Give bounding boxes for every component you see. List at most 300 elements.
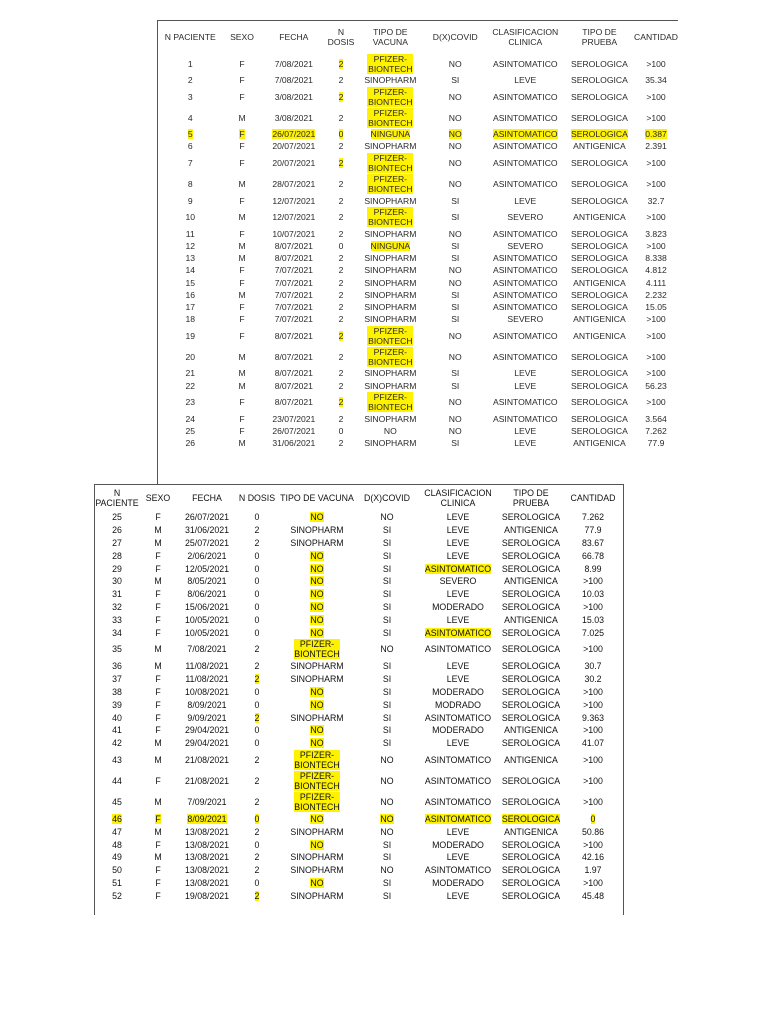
cell-value: 7/07/2021 xyxy=(274,277,313,288)
cell-value: SEROLOGICA xyxy=(571,179,628,190)
cell-patient-number xyxy=(158,128,223,140)
cell-covid-dx xyxy=(425,277,486,289)
cell-date xyxy=(177,660,237,673)
cell-value: PFIZER-BIONTECH xyxy=(294,792,340,813)
cell-value: ANTIGENICA xyxy=(504,614,558,625)
cell-vaccine-type xyxy=(356,301,425,313)
cell-value: LEVE xyxy=(446,852,470,863)
cell-value: 11/08/2021 xyxy=(185,674,229,685)
cell-doses xyxy=(326,392,356,413)
cell-patient-number xyxy=(158,153,223,174)
cell-value: 8/07/2021 xyxy=(274,380,313,391)
cell-value: SINOPHARM xyxy=(364,289,417,300)
cell-test-type xyxy=(565,264,634,276)
cell-value: NO xyxy=(380,512,394,523)
cell-value: 8 xyxy=(187,179,193,190)
cell-vaccine-type xyxy=(356,264,425,276)
cell-value: LEVE xyxy=(446,890,470,901)
cell-vaccine-type xyxy=(356,140,425,152)
cell-date xyxy=(177,711,237,724)
cell-value: SEROLOGICA xyxy=(571,368,628,379)
cell-value: NINGUNA xyxy=(370,241,411,252)
cell-doses xyxy=(326,264,356,276)
table-row xyxy=(158,228,678,240)
cell-value: 2 xyxy=(254,674,260,685)
cell-value: 25 xyxy=(112,512,122,523)
cell-value: SEROLOGICA xyxy=(501,797,561,808)
cell-value: SINOPHARM xyxy=(364,75,417,86)
cell-value: ASINTOMATICO xyxy=(492,179,558,190)
cell-value: SI xyxy=(382,563,392,574)
cell-sex xyxy=(223,437,262,449)
cell-sex xyxy=(139,549,177,562)
cell-value: 13 xyxy=(185,253,196,264)
cell-value: SI xyxy=(382,890,392,901)
cell-test-type xyxy=(565,413,634,425)
cell-covid-dx xyxy=(357,698,417,711)
cell-quantity xyxy=(563,813,623,826)
cell-date xyxy=(177,737,237,750)
cell-sex xyxy=(223,264,262,276)
cell-patient-number xyxy=(95,889,139,902)
cell-date xyxy=(177,698,237,711)
cell-value: SEROLOGICA xyxy=(501,865,561,876)
cell-value: >100 xyxy=(583,797,603,808)
cell-patient-number xyxy=(158,86,223,107)
cell-value: 10 xyxy=(185,212,196,223)
cell-quantity xyxy=(563,588,623,601)
cell-clinical-class xyxy=(417,864,499,877)
cell-patient-number xyxy=(95,851,139,864)
cell-sex xyxy=(223,379,262,391)
cell-value: ANTIGENICA xyxy=(504,525,558,536)
cell-covid-dx xyxy=(425,413,486,425)
cell-vaccine-type xyxy=(277,613,357,626)
cell-value: SEROLOGICA xyxy=(501,601,561,612)
cell-value: 8/07/2021 xyxy=(274,253,313,264)
cell-value: SINOPHARM xyxy=(364,195,417,206)
cell-value: SI xyxy=(451,195,460,206)
cell-value: SEROLOGICA xyxy=(571,241,628,252)
cell-vaccine-type xyxy=(356,195,425,207)
cell-value: M xyxy=(238,380,246,391)
cell-value: NO xyxy=(310,839,324,850)
cell-value: M xyxy=(154,644,162,655)
cell-date xyxy=(262,153,327,174)
cell-value: 52 xyxy=(112,890,122,901)
cell-value: 12 xyxy=(185,241,196,252)
cell-doses xyxy=(237,864,277,877)
cell-doses xyxy=(237,851,277,864)
cell-clinical-class xyxy=(486,252,565,264)
cell-vaccine-type xyxy=(277,771,357,792)
cell-test-type xyxy=(565,437,634,449)
cell-value: NO xyxy=(380,644,394,655)
cell-value: 10/05/2021 xyxy=(184,614,230,625)
cell-date xyxy=(262,240,327,252)
cell-value: 16 xyxy=(185,289,196,300)
cell-clinical-class xyxy=(417,639,499,660)
cell-value: F xyxy=(155,839,161,850)
cell-value: SI xyxy=(382,537,392,548)
cell-value: MODERADO xyxy=(432,686,484,697)
cell-sex xyxy=(139,825,177,838)
cell-sex xyxy=(139,737,177,750)
cell-date xyxy=(177,851,237,864)
cell-value: 8/06/2021 xyxy=(187,589,227,600)
cell-value: 7.262 xyxy=(581,512,604,523)
cell-patient-number xyxy=(158,53,223,74)
cell-value: 7/09/2021 xyxy=(187,797,227,808)
cell-quantity xyxy=(634,425,678,437)
cell-date xyxy=(262,313,327,325)
cell-test-type xyxy=(499,626,563,639)
cell-value: 2 xyxy=(338,438,344,449)
table-row xyxy=(95,601,623,614)
cell-value: SEROLOGICA xyxy=(571,195,628,206)
cell-vaccine-type xyxy=(277,750,357,771)
cell-value: 7/08/2021 xyxy=(274,58,313,69)
cell-value: >100 xyxy=(583,725,603,736)
cell-sex xyxy=(223,174,262,195)
table-row xyxy=(95,698,623,711)
cell-value: SI xyxy=(382,525,392,536)
cell-sex xyxy=(223,392,262,413)
cell-clinical-class xyxy=(417,562,499,575)
cell-doses xyxy=(326,289,356,301)
cell-patient-number xyxy=(158,346,223,367)
cell-vaccine-type xyxy=(356,425,425,437)
cell-value: >100 xyxy=(583,576,603,587)
cell-value: 7/07/2021 xyxy=(274,289,313,300)
cell-sex xyxy=(139,889,177,902)
cell-test-type xyxy=(565,392,634,413)
cell-sex xyxy=(139,601,177,614)
cell-value: 0 xyxy=(254,576,260,587)
cell-value: SEROLOGICA xyxy=(501,661,561,672)
cell-value: >100 xyxy=(646,112,666,123)
cell-value: ANTIGENICA xyxy=(573,277,626,288)
cell-value: M xyxy=(154,755,162,766)
cell-value: 8/09/2021 xyxy=(187,813,227,824)
cell-value: ANTIGENICA xyxy=(573,212,626,223)
cell-patient-number xyxy=(158,413,223,425)
cell-test-type xyxy=(499,660,563,673)
cell-value: 77.9 xyxy=(647,438,665,449)
cell-test-type xyxy=(499,825,563,838)
cell-value: SI xyxy=(382,725,392,736)
cell-value: F xyxy=(239,195,245,206)
cell-value: F xyxy=(239,397,245,408)
cell-sex xyxy=(139,588,177,601)
cell-patient-number xyxy=(158,107,223,128)
cell-value: 8/05/2021 xyxy=(187,576,227,587)
cell-value: 0 xyxy=(254,725,260,736)
cell-date xyxy=(177,813,237,826)
cell-covid-dx xyxy=(357,686,417,699)
cell-value: SINOPHARM xyxy=(290,661,344,672)
cell-value: SI xyxy=(382,699,392,710)
cell-value: 2 xyxy=(338,397,344,408)
cell-value: SEROLOGICA xyxy=(501,550,561,561)
cell-covid-dx xyxy=(425,195,486,207)
cell-test-type xyxy=(499,792,563,813)
cell-doses xyxy=(237,889,277,902)
cell-vaccine-type xyxy=(356,313,425,325)
cell-date xyxy=(177,639,237,660)
cell-test-type xyxy=(499,750,563,771)
table-row xyxy=(95,562,623,575)
cell-value: M xyxy=(238,112,246,123)
cell-vaccine-type xyxy=(356,277,425,289)
cell-value: ASINTOMATICO xyxy=(424,797,492,808)
cell-doses xyxy=(326,313,356,325)
cell-quantity xyxy=(563,673,623,686)
cell-doses xyxy=(326,367,356,379)
cell-value: >100 xyxy=(583,601,603,612)
cell-value: SI xyxy=(382,877,392,888)
cell-vaccine-type xyxy=(277,549,357,562)
cell-value: 2 xyxy=(254,852,260,863)
cell-test-type xyxy=(565,379,634,391)
cell-vaccine-type xyxy=(356,86,425,107)
cell-sex xyxy=(139,711,177,724)
cell-patient-number xyxy=(95,660,139,673)
cell-value: SEROLOGICA xyxy=(571,265,628,276)
cell-covid-dx xyxy=(357,601,417,614)
cell-date xyxy=(177,838,237,851)
cell-value: F xyxy=(155,674,161,685)
cell-value: NO xyxy=(383,425,397,436)
cell-value: SINOPHARM xyxy=(290,890,344,901)
cell-test-type xyxy=(499,711,563,724)
cell-vaccine-type xyxy=(277,792,357,813)
cell-value: SEROLOGICA xyxy=(501,852,561,863)
cell-value: SI xyxy=(382,589,392,600)
cell-sex xyxy=(223,207,262,228)
cell-value: LEVE xyxy=(446,826,470,837)
cell-value: F xyxy=(155,614,161,625)
spreadsheet-snippet-bottom xyxy=(94,484,624,915)
cell-value: ANTIGENICA xyxy=(573,314,626,325)
cell-value: SEROLOGICA xyxy=(571,425,628,436)
cell-quantity xyxy=(634,346,678,367)
cell-sex xyxy=(223,313,262,325)
cell-doses xyxy=(237,626,277,639)
cell-value: SI xyxy=(451,380,460,391)
cell-value: ASINTOMATICO xyxy=(492,253,558,264)
cell-covid-dx xyxy=(357,771,417,792)
cell-value: 26/07/2021 xyxy=(272,129,316,140)
cell-value: M xyxy=(238,179,246,190)
cell-test-type xyxy=(499,737,563,750)
cell-quantity xyxy=(634,301,678,313)
cell-test-type xyxy=(565,195,634,207)
cell-patient-number xyxy=(158,325,223,346)
cell-value: M xyxy=(154,852,162,863)
cell-test-type xyxy=(499,724,563,737)
table-row xyxy=(158,392,678,413)
cell-value: PFIZER-BIONTECH xyxy=(368,174,413,195)
cell-value: 1.97 xyxy=(584,865,602,876)
header-test-type: TIPO DE PRUEBA xyxy=(512,488,550,508)
cell-value: ASINTOMATICO xyxy=(424,776,492,787)
cell-value: SI xyxy=(451,301,460,312)
cell-value: NO xyxy=(448,351,462,362)
cell-quantity xyxy=(563,626,623,639)
cell-covid-dx xyxy=(425,207,486,228)
cell-value: 13/08/2021 xyxy=(184,826,230,837)
cell-vaccine-type xyxy=(356,252,425,264)
cell-value: SEROLOGICA xyxy=(571,75,628,86)
cell-value: SINOPHARM xyxy=(364,265,417,276)
cell-vaccine-type xyxy=(277,588,357,601)
cell-value: F xyxy=(239,265,245,276)
cell-value: 8/07/2021 xyxy=(274,368,313,379)
cell-date xyxy=(262,392,327,413)
cell-value: 2 xyxy=(254,537,260,548)
cell-sex xyxy=(139,851,177,864)
cell-value: 31/06/2021 xyxy=(272,438,316,449)
cell-date xyxy=(262,107,327,128)
cell-covid-dx xyxy=(425,289,486,301)
cell-value: LEVE xyxy=(446,550,470,561)
cell-value: 37 xyxy=(112,674,122,685)
cell-patient-number xyxy=(95,813,139,826)
cell-value: NO xyxy=(310,686,324,697)
cell-value: 8/07/2021 xyxy=(274,330,313,341)
cell-value: ASINTOMATICO xyxy=(492,112,558,123)
cell-value: PFIZER-BIONTECH xyxy=(294,771,340,792)
header-sex: SEXO xyxy=(230,32,254,42)
cell-date xyxy=(177,537,237,550)
cell-value: 40 xyxy=(112,712,122,723)
header-test-type: TIPO DE PRUEBA xyxy=(581,27,618,47)
cell-value: SI xyxy=(451,253,460,264)
cell-covid-dx xyxy=(425,392,486,413)
cell-value: ASINTOMATICO xyxy=(424,644,492,655)
cell-date xyxy=(262,128,327,140)
cell-vaccine-type xyxy=(356,53,425,74)
cell-quantity xyxy=(634,325,678,346)
cell-patient-number xyxy=(158,74,223,86)
cell-value: 2 xyxy=(187,75,193,86)
cell-clinical-class xyxy=(417,537,499,550)
cell-date xyxy=(177,889,237,902)
cell-vaccine-type xyxy=(277,889,357,902)
cell-clinical-class xyxy=(417,724,499,737)
header-date: FECHA xyxy=(192,493,222,503)
cell-clinical-class xyxy=(486,301,565,313)
cell-sex xyxy=(139,686,177,699)
cell-vaccine-type xyxy=(356,207,425,228)
cell-value: 2 xyxy=(338,253,344,264)
cell-value: SEROLOGICA xyxy=(571,413,628,424)
table-row xyxy=(95,524,623,537)
cell-quantity xyxy=(634,228,678,240)
cell-sex xyxy=(223,53,262,74)
cell-doses xyxy=(237,601,277,614)
cell-doses xyxy=(237,698,277,711)
table-row xyxy=(95,877,623,890)
cell-value: SEROLOGICA xyxy=(501,813,561,824)
cell-date xyxy=(262,437,327,449)
cell-date xyxy=(177,771,237,792)
table-row xyxy=(158,437,678,449)
cell-test-type xyxy=(499,639,563,660)
cell-vaccine-type xyxy=(277,724,357,737)
cell-test-type xyxy=(499,524,563,537)
cell-value: F xyxy=(239,301,245,312)
cell-test-type xyxy=(565,140,634,152)
cell-value: SI xyxy=(382,601,392,612)
cell-value: 3/08/2021 xyxy=(274,91,313,102)
cell-vaccine-type xyxy=(356,128,425,140)
cell-value: >100 xyxy=(646,368,666,379)
table-row xyxy=(158,277,678,289)
cell-patient-number xyxy=(158,425,223,437)
cell-doses xyxy=(326,346,356,367)
cell-covid-dx xyxy=(357,724,417,737)
cell-patient-number xyxy=(158,301,223,313)
cell-quantity xyxy=(563,511,623,524)
cell-value: ASINTOMATICO xyxy=(492,397,558,408)
cell-value: F xyxy=(239,58,245,69)
cell-doses xyxy=(237,673,277,686)
cell-sex xyxy=(223,346,262,367)
cell-sex xyxy=(223,425,262,437)
cell-quantity xyxy=(563,771,623,792)
cell-value: F xyxy=(155,686,161,697)
cell-test-type xyxy=(499,588,563,601)
table-row xyxy=(95,813,623,826)
cell-value: NO xyxy=(310,813,324,824)
cell-test-type xyxy=(565,128,634,140)
cell-covid-dx xyxy=(357,639,417,660)
cell-value: PFIZER-BIONTECH xyxy=(368,325,413,346)
cell-value: MODERADO xyxy=(432,877,484,888)
cell-clinical-class xyxy=(486,367,565,379)
cell-vaccine-type xyxy=(356,240,425,252)
cell-value: 12/07/2021 xyxy=(272,195,316,206)
cell-value: 36 xyxy=(112,661,122,672)
cell-doses xyxy=(326,425,356,437)
cell-value: NO xyxy=(448,425,462,436)
cell-quantity xyxy=(634,86,678,107)
cell-clinical-class xyxy=(417,825,499,838)
cell-value: F xyxy=(155,589,161,600)
table-row xyxy=(158,174,678,195)
cell-value: F xyxy=(155,627,161,638)
cell-value: NO xyxy=(380,797,394,808)
cell-patient-number xyxy=(95,537,139,550)
cell-value: NO xyxy=(310,738,324,749)
cell-value: 25/07/2021 xyxy=(184,537,230,548)
cell-date xyxy=(177,864,237,877)
cell-covid-dx xyxy=(425,153,486,174)
table-row xyxy=(158,379,678,391)
cell-date xyxy=(177,613,237,626)
cell-value: 39 xyxy=(112,699,122,710)
cell-sex xyxy=(139,613,177,626)
cell-value: ASINTOMATICO xyxy=(424,627,492,638)
cell-clinical-class xyxy=(417,792,499,813)
cell-covid-dx xyxy=(425,437,486,449)
cell-value: NO xyxy=(380,813,394,824)
cell-value: M xyxy=(154,826,162,837)
cell-value: 19 xyxy=(185,330,196,341)
cell-doses xyxy=(237,660,277,673)
